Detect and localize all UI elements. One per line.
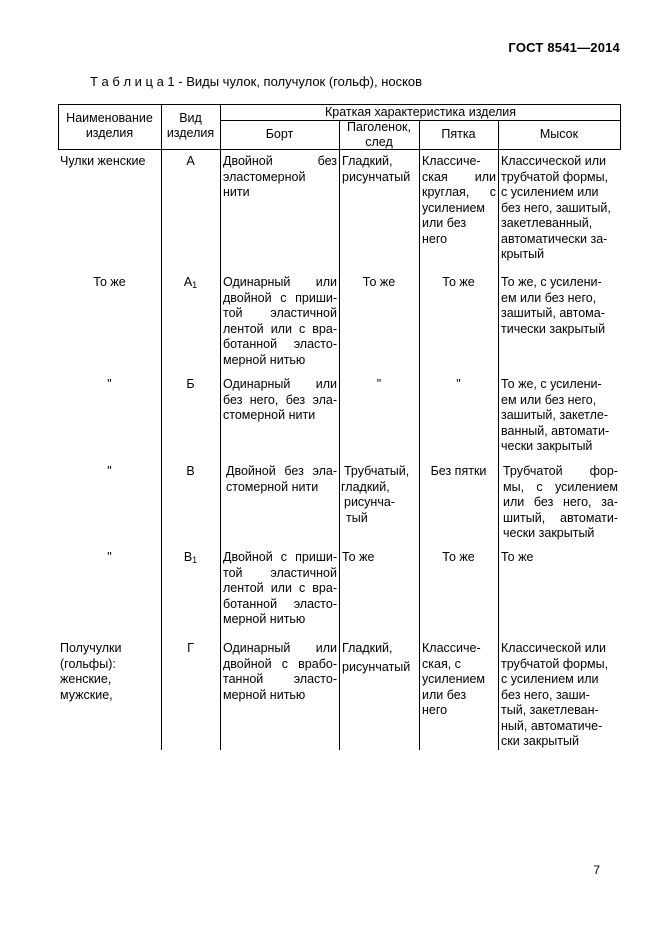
row-3-pagolenok: " <box>376 377 382 391</box>
row-2-bort: Одинарный или двойной с приши- той эластичной лентой или с вра- ботанной эласто- мерной нитью <box>223 275 337 367</box>
group-header-divider <box>220 120 621 121</box>
row-5-bort: Двойной с приши- той эластичной лентой или с вра- ботанной эласто- мерной нитью <box>223 550 337 626</box>
header-group: Краткая характеристика изделия <box>324 105 517 119</box>
row-2-pyatka: То же <box>442 275 475 289</box>
row-6-mysok: Классической или трубчатой формы, с усилением или без него, заши- тый, закетлеван- ный, автоматиче- ски закрытый <box>501 641 609 748</box>
row-1-mysok: Классической или трубчатой формы, с усилением или без него, зашитый, закетлеванный, автоматически за- крытый <box>501 154 611 261</box>
header-pagolenok: Паголенок, след <box>347 120 411 149</box>
row-3-bort: Одинарный или без него, без эла- стомерной нити <box>223 377 337 422</box>
header-bort: Борт <box>265 127 294 141</box>
row-1-kind: А <box>186 154 195 168</box>
header-mysok: Мысок <box>539 127 579 141</box>
page-number: 7 <box>593 863 600 877</box>
row-3-mysok: То же, с усилени- ем или без него, зашитый, закетле- ванный, автомати- чески закрытый <box>501 377 610 453</box>
row-5-mysok: То же <box>501 550 534 564</box>
row-4-pyatka: Без пятки <box>430 464 487 478</box>
row-4-bort: Двойной без эла- стомерной нити <box>226 464 337 494</box>
row-2-mysok: То же, с усилени- ем или без него, зашитый, автома- тически закрытый <box>501 275 606 336</box>
row-3-kind: Б <box>186 377 195 391</box>
col-divider-kind <box>220 104 221 750</box>
col-divider-bort <box>339 120 340 750</box>
row-5-name: " <box>107 550 112 564</box>
row-6-kind: Г <box>187 641 194 655</box>
row-5-pyatka: То же <box>442 550 475 564</box>
header-pyatka: Пятка <box>441 127 476 141</box>
row-5-kind: $В_1$ <box>183 550 198 565</box>
row-2-pagolenok: То же <box>362 275 396 289</box>
row-3-pyatka: " <box>456 377 461 391</box>
row-2-name: То же <box>93 275 126 289</box>
col-divider-pyatka <box>498 120 499 750</box>
header-name: Наименование изделия <box>66 111 153 140</box>
table-caption: Т а б л и ц а 1 - Виды чулок, получулок (гольф), носков <box>90 74 423 89</box>
row-4-name: " <box>107 464 112 478</box>
row-1-pagolenok: Гладкий, рисунчатый <box>342 154 411 184</box>
row-1-pyatka: Классиче- ская или круглая, с усилением или без него <box>422 154 496 246</box>
document-id: ГОСТ 8541—2014 <box>508 40 620 55</box>
row-6-pyatka: Классиче- ская, с усилением или без него <box>422 641 486 717</box>
row-4-mysok: Трубчатой фор- мы, с усилением или без него, за- шитый, автомати- чески закрытый <box>503 464 618 540</box>
row-5-pagolenok: То же <box>342 550 375 564</box>
row-4-kind: В <box>186 464 195 478</box>
header-kind: Вид изделия <box>166 111 215 140</box>
row-2-kind: $А_1$ <box>183 275 198 290</box>
row-1-name: Чулки женские <box>60 154 146 168</box>
row-6-bort: Одинарный или двойной с врабо- танной эласто- мерной нитью <box>223 641 337 702</box>
col-divider-pagolenok <box>419 120 420 750</box>
row-3-name: " <box>107 377 112 391</box>
row-4-pagolenok: Трубчатый, гладкий, рисунча- тый <box>341 464 410 525</box>
row-6-name: Получулки (гольфы): женские, мужские, <box>60 641 122 702</box>
row-6-pagolenok: Гладкий, рисунчатый <box>342 641 411 674</box>
row-1-bort: Двойной без эластомерной нити <box>223 154 337 199</box>
